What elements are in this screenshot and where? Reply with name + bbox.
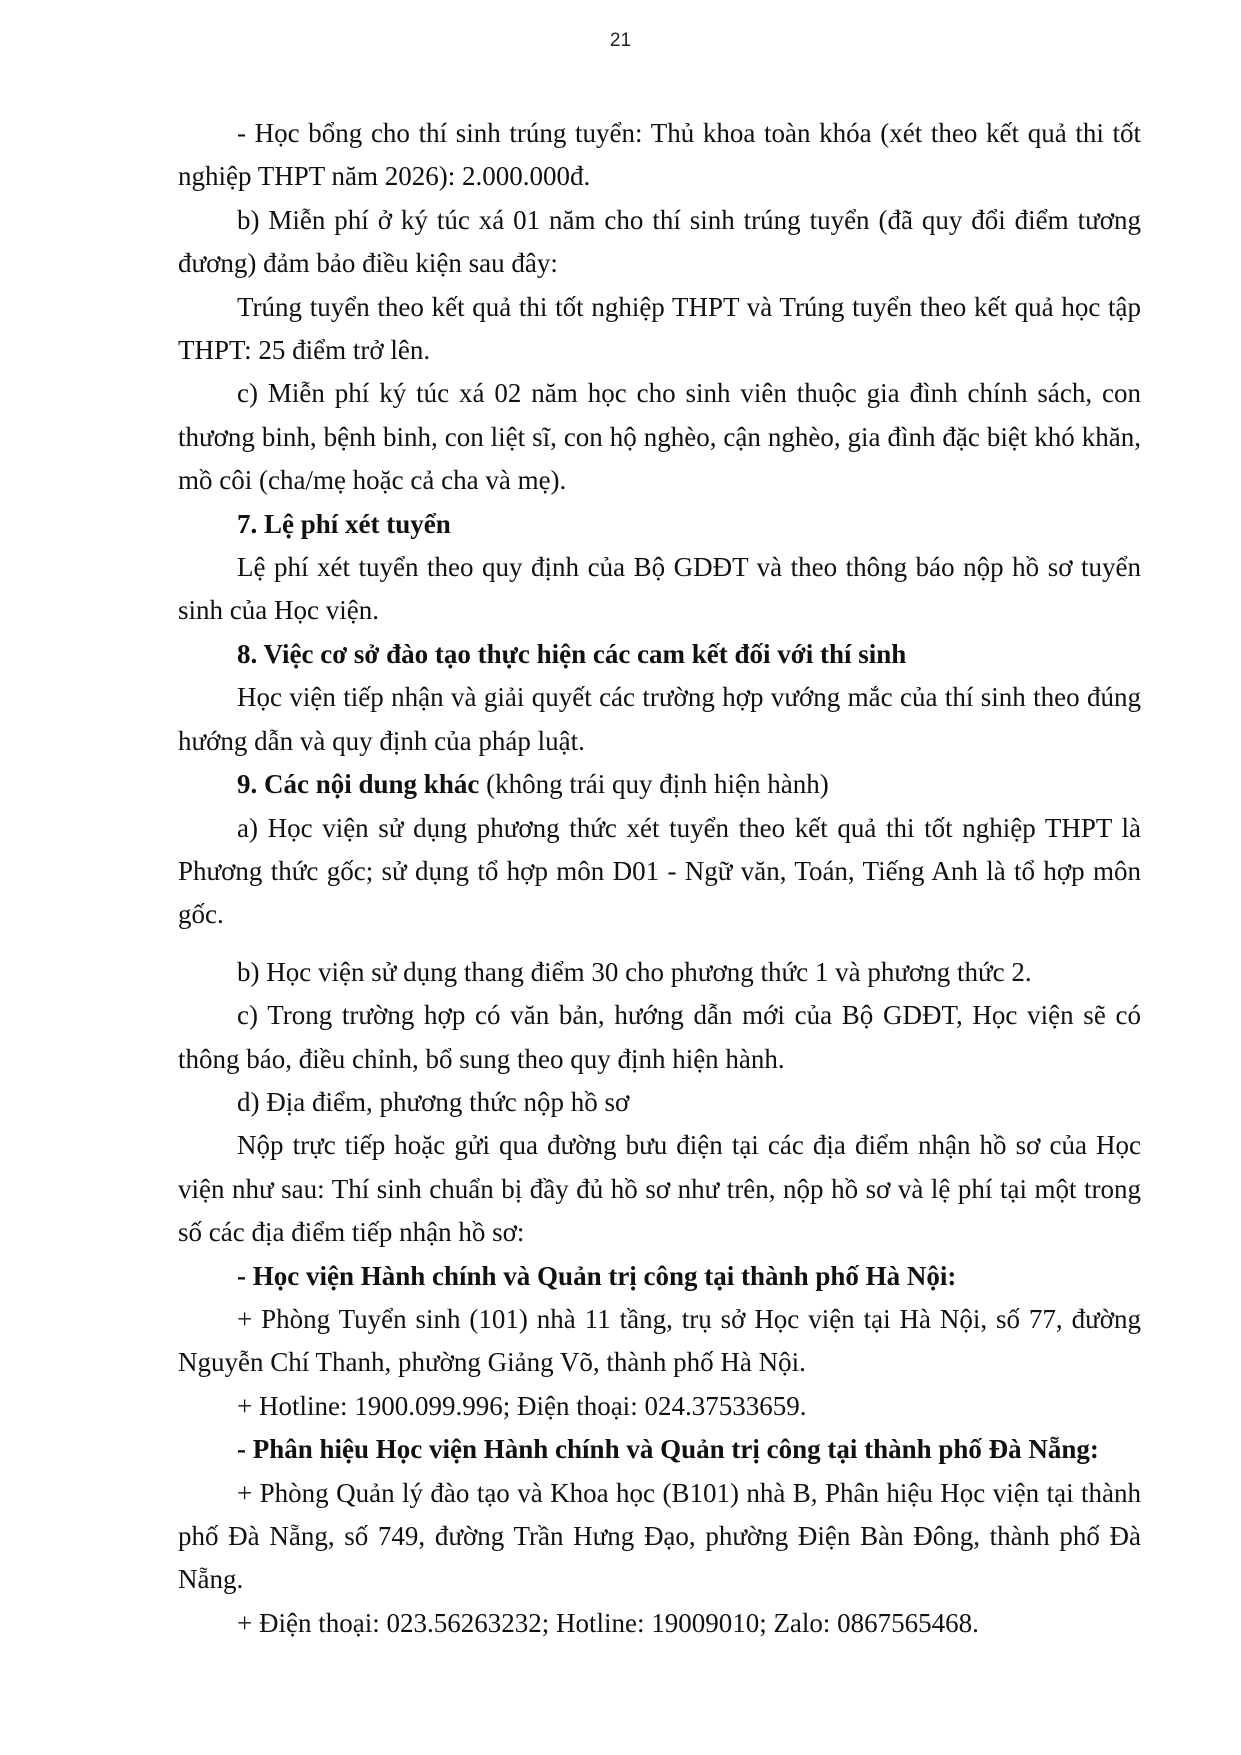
submission-intro-paragraph: Nộp trực tiếp hoặc gửi qua đường bưu điện tại các địa điểm nhận hồ sơ của Học viện như sau: Thí sinh chuẩn bị đầy đủ hồ sơ như trên, nộp hồ sơ và lệ phí tại một trong số các địa điểm tiếp nhận hồ sơ: bbox=[178, 1130, 1141, 1248]
section-9-item-a: a) Học viện sử dụng phương thức xét tuyển theo kết quả thi tốt nghiệp THPT là Phương thức gốc; sử dụng tổ hợp môn D01 - Ngữ văn, Toán, Tiếng Anh là tổ hợp môn gốc. bbox=[178, 812, 1141, 930]
section-9-heading-note: (không trái quy định hiện hành) bbox=[486, 769, 829, 800]
hanoi-campus-heading: - Học viện Hành chính và Quản trị công tại thành phố Hà Nội: bbox=[237, 1260, 957, 1291]
hanoi-campus-contact: + Hotline: 1900.099.996; Điện thoại: 024.37533659. bbox=[237, 1390, 807, 1421]
page-number: 21 bbox=[609, 30, 632, 51]
section-8-heading: 8. Việc cơ sở đào tạo thực hiện các cam kết đối với thí sinh bbox=[237, 638, 907, 669]
section-9-heading-title: 9. Các nội dung khác bbox=[237, 769, 480, 800]
section-8-body: Học viện tiếp nhận và giải quyết các trường hợp vướng mắc của thí sinh theo đúng hướng dẫn và quy định của pháp luật. bbox=[178, 682, 1141, 756]
section-9-heading bbox=[178, 763, 1141, 806]
section-9-item-d: d) Địa điểm, phương thức nộp hồ sơ bbox=[237, 1086, 630, 1117]
section-9-item-b: b) Học viện sử dụng thang điểm 30 cho phương thức 1 và phương thức 2. bbox=[237, 956, 1032, 987]
section-7-heading: 7. Lệ phí xét tuyển bbox=[237, 508, 451, 539]
document-body bbox=[178, 112, 1141, 1645]
dorm-exemption-b-paragraph: b) Miễn phí ở ký túc xá 01 năm cho thí sinh trúng tuyển (đã quy đổi điểm tương đương) đảm bảo điều kiện sau đây: bbox=[178, 204, 1141, 279]
dorm-exemption-b-condition: Trúng tuyển theo kết quả thi tốt nghiệp THPT và Trúng tuyển theo kết quả học tập THPT: 25 điểm trở lên. bbox=[178, 291, 1141, 366]
section-7-body: Lệ phí xét tuyển theo quy định của Bộ GDĐT và theo thông báo nộp hồ sơ tuyển sinh của Học viện. bbox=[178, 552, 1141, 626]
danang-branch-heading: - Phân hiệu Học viện Hành chính và Quản trị công tại thành phố Đà Nẵng: bbox=[237, 1434, 1099, 1465]
section-9-item-c: c) Trong trường hợp có văn bản, hướng dẫn mới của Bộ GDĐT, Học viện sẽ có thông báo, điều chỉnh, bổ sung theo quy định hiện hành. bbox=[178, 1000, 1141, 1074]
danang-branch-contact: + Điện thoại: 023.56263232; Hotline: 19009010; Zalo: 0867565468. bbox=[237, 1607, 979, 1638]
hanoi-campus-address: + Phòng Tuyển sinh (101) nhà 11 tầng, trụ sở Học viện tại Hà Nội, số 77, đường Nguyễn Chí Thanh, phường Giảng Võ, thành phố Hà Nội. bbox=[178, 1303, 1141, 1378]
scholarship-valedictorian-paragraph: - Học bổng cho thí sinh trúng tuyển: Thủ khoa toàn khóa (xét theo kết quả thi tốt nghiệp THPT năm 2026): 2.000.000đ. bbox=[178, 118, 1141, 192]
dorm-exemption-c-paragraph: c) Miễn phí ký túc xá 02 năm học cho sinh viên thuộc gia đình chính sách, con thương binh, bệnh binh, con liệt sĩ, con hộ nghèo, cận nghèo, gia đình đặc biệt khó khăn, mồ côi (cha/mẹ hoặc cả cha và mẹ). bbox=[178, 378, 1141, 496]
danang-branch-address: + Phòng Quản lý đào tạo và Khoa học (B101) nhà B, Phân hiệu Học viện tại thành phố Đà Nẵng, số 749, đường Trần Hưng Đạo, phường Điện Bàn Đông, thành phố Đà Nẵng. bbox=[178, 1477, 1141, 1595]
